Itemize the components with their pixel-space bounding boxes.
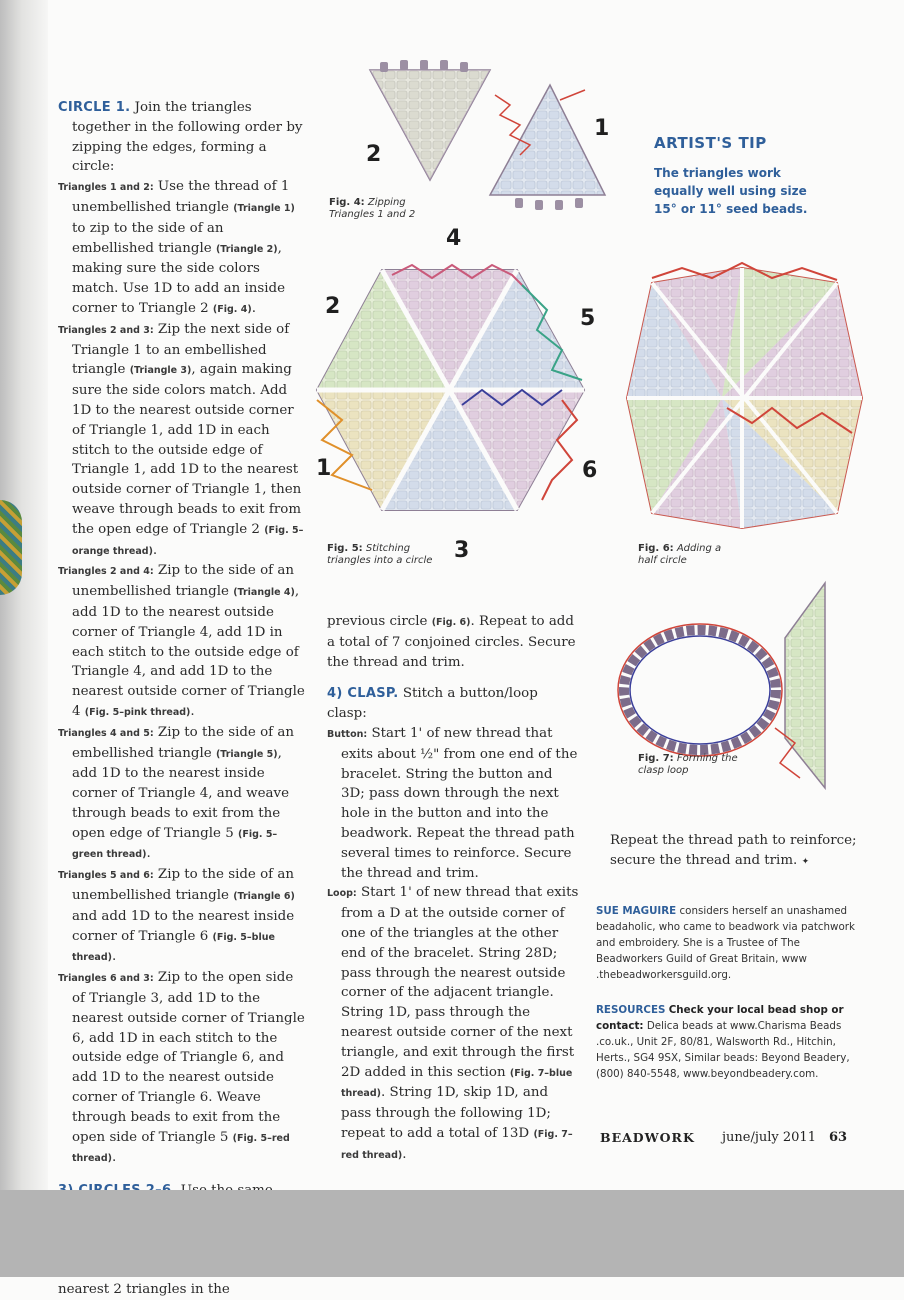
triangle-ref: (Triangle 6): [233, 891, 295, 903]
triangle-ref: (Triangle 4): [233, 587, 295, 599]
bracelet-end-triangle: [785, 583, 825, 788]
fig5-number-4: 4: [446, 226, 462, 251]
resources-text: Delica beads at www.Charisma Beads .co.uk., Unit 2F, 80/81, Walsworth Rd., Hitchin, Herts., SG4 9SX, Similar beads: Beyond Beadery, (800) 840-5548, www.beyondbeadery.com.: [596, 1020, 850, 1080]
step-heading: Triangles 5 and 6:: [58, 870, 154, 882]
figure-ref: (Fig. 5–blue thread): [72, 931, 275, 964]
step-heading: Triangles 2 and 4:: [58, 566, 154, 578]
page-footer: [600, 1130, 850, 1146]
step-text: Use the thread of 1 unembellished triangle: [72, 179, 290, 215]
step-triangles-5-6: Triangles 5 and 6: Zip to the side of an unembellished triangle (Triangle 6) and add 1D to the nearest inside corner of Triangle 6 (Fig. 5–blue thread).: [58, 867, 295, 965]
resources-heading: RESOURCES: [596, 1004, 666, 1016]
scan-bottom-band: [0, 1190, 904, 1277]
step-heading: Triangles 2 and 3:: [58, 324, 154, 336]
figure-ref: (Fig. 4): [212, 303, 252, 315]
figure-ref: (Fig. 5–red thread): [72, 1132, 290, 1165]
step-text: Start 1' of new thread that exits from a D at the outside corner of one of the triangles at the other end of the bracelet. String 28D; pass through the nearest outside corner of the adjacent triangle. String 1D, pass through the nearest outside corner of the next triangle, and exit through the first 2D added in this section: [341, 885, 579, 1080]
issue-date: june/july 2011: [722, 1130, 816, 1145]
loop-step: [327, 883, 579, 1165]
fig5-caption: [327, 543, 447, 567]
fig5-number-5: 5: [580, 306, 596, 331]
clasp-intro: Stitch a button/loop clasp:: [327, 686, 538, 722]
fig4-caption: [329, 197, 439, 221]
closing-sentence: Repeat the thread path to reinforce; secure the thread and trim.: [610, 833, 857, 868]
resources-lead: Check your local bead shop or contact:: [596, 1004, 844, 1032]
caption-text: Forming the clasp loop: [638, 753, 738, 776]
step-text: Zip to the side of an unembellished triangle: [72, 563, 294, 600]
red-thread: [618, 624, 782, 756]
circles-text: nearest 2 triangles in the: [58, 1282, 230, 1298]
step-heading: Triangles 1 and 2:: [58, 182, 154, 194]
author-bio: [596, 903, 858, 983]
circle1-paragraph: [58, 98, 308, 177]
circle1-heading: CIRCLE 1.: [58, 100, 131, 115]
fig5-number-3: 3: [454, 538, 470, 563]
author-name: SUE MAGUIRE: [596, 905, 677, 917]
fig5-number-1: 1: [316, 456, 332, 481]
step-text: . Repeat to add a total of 7 conjoined circles. Secure the thread and trim.: [327, 614, 576, 670]
closing-text: [610, 831, 860, 873]
caption-text: Stitching triangles into a circle: [327, 543, 433, 566]
step-text: , add 1D to the nearest outside corner of Triangle 4, add 1D in each stitch to the outside edge of Triangle 4, and add 1D to the nearest outside corner of Triangle 4: [72, 584, 305, 719]
loop-beads: [624, 630, 776, 750]
circle1-intro: Join the triangles together in the following order by zipping the edges, forming a circle:: [72, 100, 303, 175]
fig4-number-2: 2: [366, 142, 382, 167]
step-triangles-6-3: Triangles 6 and 3: Zip to the open side of Triangle 3, add 1D to the nearest outside corner of Triangle 6, add 1D in each stitch to the outside edge of Triangle 6, and add 1D to the nearest outside corner of Triangle 6. Weave through beads to exit from the open side of Triangle 5 (Fig. 5–red thread).: [58, 970, 305, 1166]
figure-5-circle: [312, 250, 602, 530]
triangle-ref: (Triangle 2): [215, 243, 278, 255]
step-text: Zip to the open side of Triangle 3, add 1D to the nearest outside corner of Triangle 6, add 1D in each stitch to the outside edge of Triangle 6, and add 1D to the nearest outside corner of Triangle 6. Weave through beads to exit from the open side of Triangle 5: [72, 970, 305, 1145]
triangle-ref: (Triangle 5): [215, 748, 278, 760]
tip-title: ARTIST'S TIP: [654, 134, 767, 152]
instructions-column-2: [327, 612, 579, 1166]
caption-label: Fig. 4:: [329, 197, 365, 208]
button-step: [327, 724, 579, 883]
page-spine-shadow: [0, 0, 48, 1277]
step-text: Zip the next side of Triangle 1 to an embellished triangle: [72, 321, 290, 378]
fig5-number-6: 6: [582, 458, 598, 483]
bio-text: considers herself an unashamed beadaholic, who came to beadwork via patchwork and embroidery. She is a Trustee of The Beadworkers Guild of Great Britain, www .thebeadworkersguild.org.: [596, 905, 855, 981]
step-triangles-1-2: Triangles 1 and 2: Use the thread of 1 unembellished triangle (Triangle 1) to zip to the side of an embellished triangle (Triangle 2), making sure the side colors match. Use 1D to add an inside corner to Triangle 2 (Fig. 4).: [58, 179, 295, 316]
artists-tip: [654, 134, 824, 218]
fig5-number-2: 2: [325, 294, 341, 319]
figure-6-half-circle: [622, 258, 870, 538]
figure-ref: (Fig. 6): [431, 617, 471, 628]
step-heading: Triangles 6 and 3:: [58, 973, 154, 985]
thread-arrow: [560, 90, 585, 100]
step-text: . String 1D, skip 1D, and pass through the following 1D; repeat to add a total of 13D: [341, 1085, 551, 1141]
fig7-caption: [638, 753, 738, 777]
end-mark-icon: ✦: [801, 856, 810, 867]
step-triangles-4-5: Triangles 4 and 5: Zip to the side of an embellished triangle (Triangle 5), add 1D to the nearest inside corner of Triangle 4, and weave through beads to exit from the open edge of Triangle 5 (Fig. 5–green thread).: [58, 724, 294, 862]
step-text: to zip to the side of an embellished triangle: [72, 220, 224, 256]
step-text: Zip to the side of an embellished triangle: [72, 724, 294, 761]
step-heading: Loop:: [327, 888, 357, 900]
figure-ref: (Fig. 5–green thread): [72, 828, 278, 861]
fig4-number-1: 1: [594, 116, 610, 141]
caption-label: Fig. 7:: [638, 753, 674, 764]
circles-continued: [327, 612, 579, 672]
caption-label: Fig. 6:: [638, 543, 674, 554]
caption-label: Fig. 5:: [327, 543, 363, 554]
page-number: 63: [829, 1130, 848, 1145]
triangle-ref: (Triangle 3): [129, 365, 192, 377]
clasp-paragraph: [327, 684, 579, 724]
step-text: , making sure the side colors match. Use 1D to add an inside corner to Triangle 2: [72, 240, 286, 316]
figure-ref: (Fig. 5–orange thread): [72, 524, 304, 557]
step-text: Start 1' of new thread that exits about ½" from one end of the bracelet. String the button and 3D; pass down through the next hole in the button and into the beadwork. Repeat the thread path several times to reinforce. Secure the thread and trim.: [341, 725, 578, 881]
blue-thread: [630, 636, 770, 744]
figure-ref: (Fig. 7–red thread): [341, 1128, 573, 1161]
step-triangles-2-4: Triangles 2 and 4: Zip to the side of an unembellished triangle (Triangle 4), add 1D to the nearest outside corner of Triangle 4, add 1D in each stitch to the outside edge of Triangle 4, and add 1D to the nearest outside corner of Triangle 4 (Fig. 5–pink thread).: [58, 563, 305, 719]
clasp-heading: 4) CLASP.: [327, 686, 399, 702]
step-heading: Triangles 4 and 5:: [58, 727, 154, 739]
figure-ref: (Fig. 5–pink thread): [84, 706, 191, 718]
triangle-1: [490, 85, 605, 195]
instructions-column-1: [58, 98, 308, 1300]
figure-ref: (Fig. 7–blue thread): [341, 1067, 573, 1100]
magazine-name: BEADWORK: [600, 1130, 695, 1145]
caption-text: Adding a half circle: [638, 543, 722, 566]
tip-body: The triangles work equally well using size 15° or 11° seed beads.: [654, 166, 808, 216]
step-heading: Button:: [327, 728, 368, 740]
caption-text: Zipping Triangles 1 and 2: [329, 197, 416, 220]
step-text: .: [402, 1146, 407, 1162]
step-triangles-2-3: Triangles 2 and 3: Zip the next side of Triangle 1 to an embellished triangle (Triangle 3), again making sure the side colors match. Add 1D to the nearest outside corner of Triangle 1, add 1D in each stitch to the outside edge of Triangle 1, add 1D to the nearest outside corner of Triangle 1, then weave through beads to exit from the open edge of Triangle 2 (Fig. 5–orange thread).: [58, 321, 304, 558]
step-text: , again making sure the side colors match. Add 1D to the nearest outside corner of Triangle 1, add 1D in each stitch to the outside edge of Triangle 1, add 1D to the nearest outside corner of Triangle 1, then weave through beads to exit from the open edge of Triangle 2: [72, 362, 302, 537]
step-text: , add 1D to the nearest inside corner of Triangle 4, and weave through beads to exit from the open edge of Triangle 5: [72, 745, 290, 841]
step-text: and add 1D to the nearest inside corner of Triangle 6: [72, 908, 295, 944]
step-text: previous circle: [327, 614, 428, 629]
adjacent-page-bead-photo: [0, 500, 22, 595]
step-text: Zip to the side of an unembellished triangle: [72, 867, 294, 904]
fig6-caption: [638, 543, 738, 567]
triangle-ref: (Triangle 1): [233, 202, 295, 214]
resources: [596, 1002, 858, 1082]
